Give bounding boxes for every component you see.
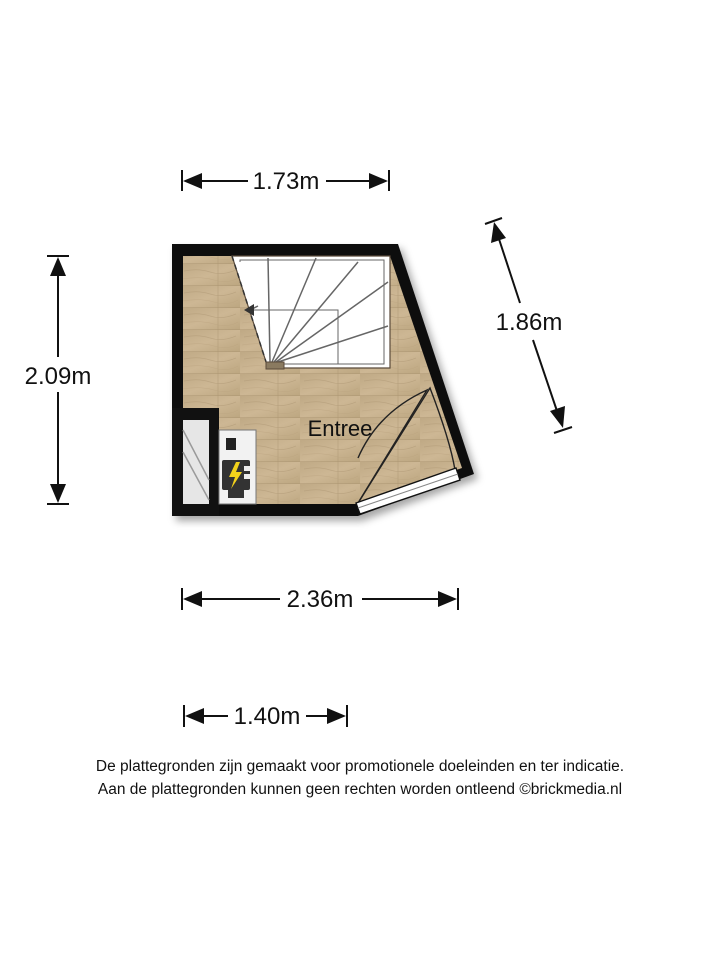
room-label-entrance: Entree [307, 416, 373, 441]
dimension-label-left: 2.09m [24, 363, 92, 390]
dimension-diagonal [485, 218, 572, 433]
dimension-bottom-inner [184, 703, 347, 730]
dimension-label-bottom: 2.36m [286, 586, 354, 613]
dimension-left [25, 256, 92, 504]
dimension-top [182, 168, 389, 195]
disclaimer-line-1: De plattegronden zijn gemaakt voor promotionele doeleinden en ter indicatie. [95, 758, 625, 775]
dimension-label-diagonal: 1.86m [495, 309, 563, 336]
dimension-bottom [182, 586, 458, 613]
disclaimer-line-2: Aan de plattegronden kunnen geen rechten worden ontleend ©brickmedia.nl [97, 781, 623, 798]
dimension-label-top: 1.73m [252, 168, 320, 195]
dimension-label-bottom-inner: 1.40m [233, 703, 301, 730]
